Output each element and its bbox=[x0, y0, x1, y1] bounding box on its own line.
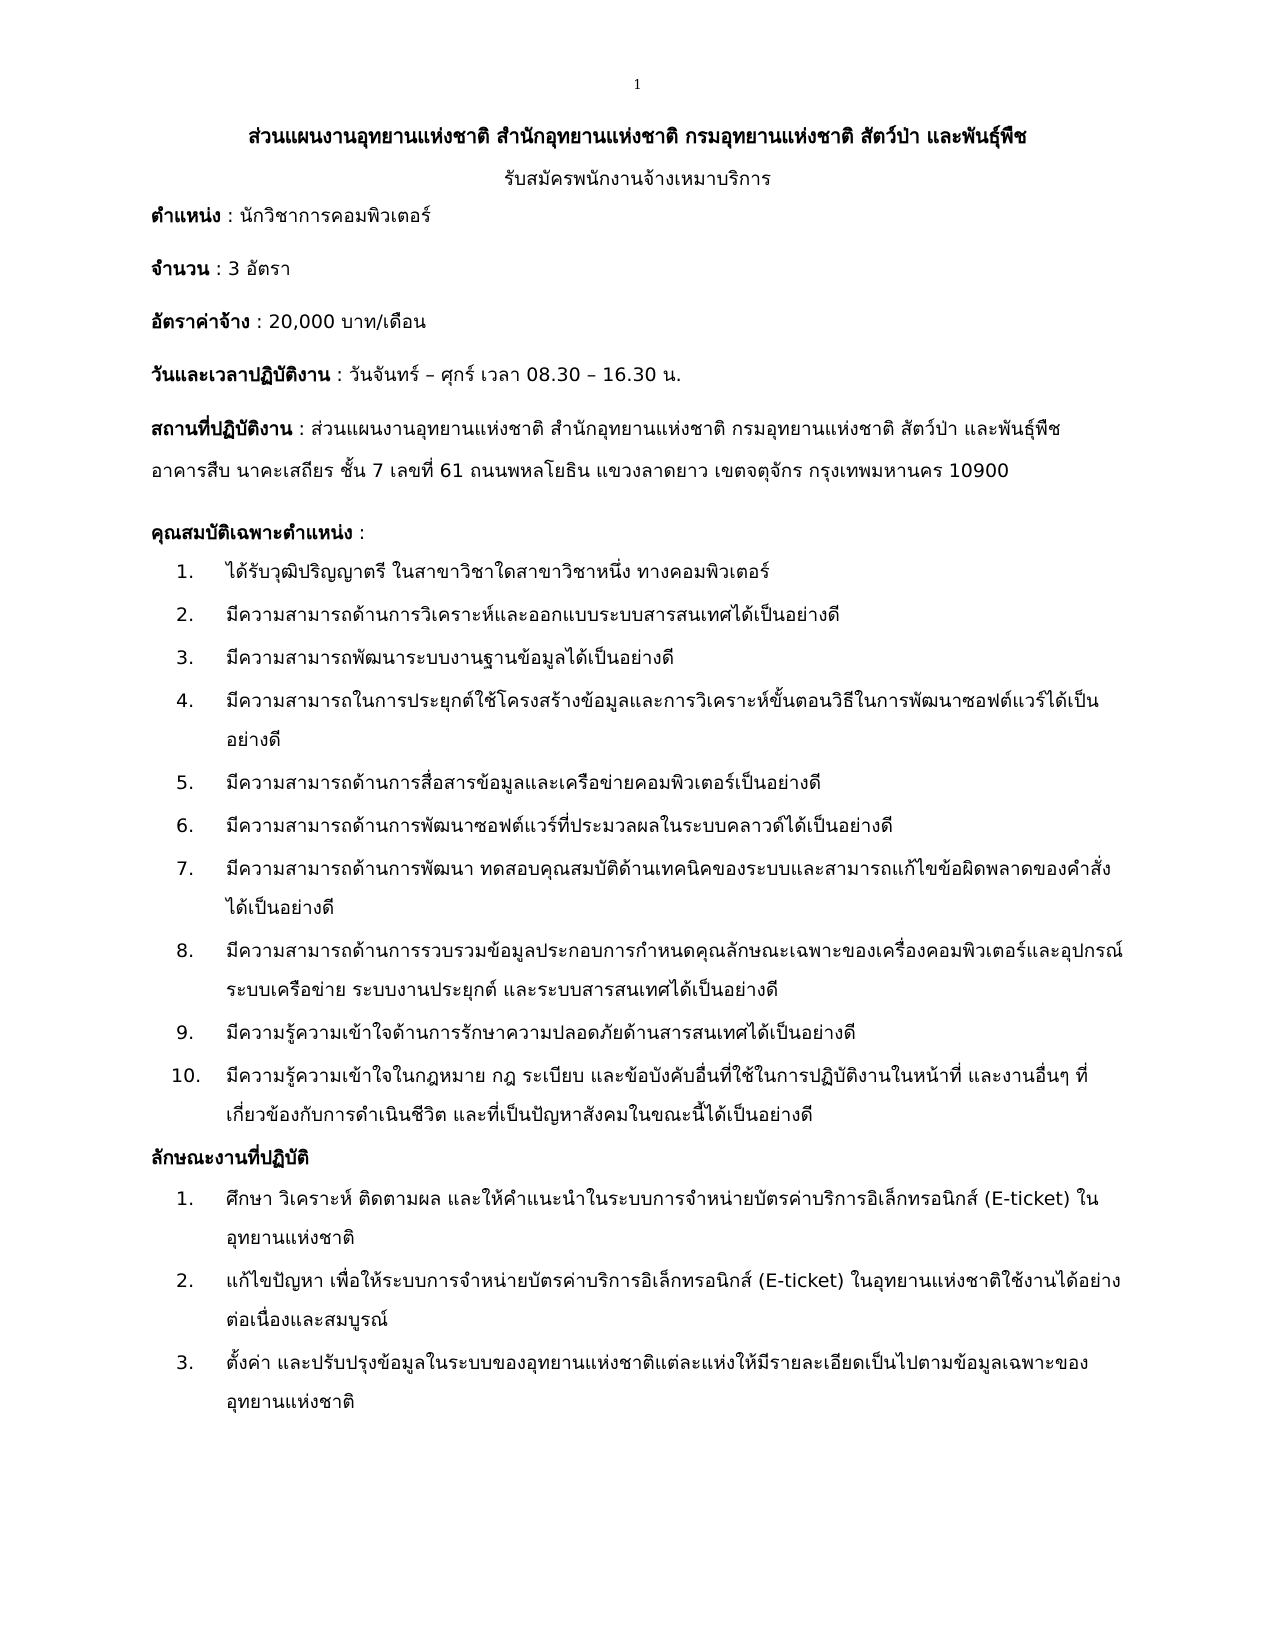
list-item bbox=[151, 596, 1131, 635]
field-label: อัตราค่าจ้าง bbox=[151, 311, 251, 333]
section-title-suffix: : bbox=[352, 522, 366, 544]
list-item-number: 10. bbox=[171, 1065, 202, 1087]
list-item-text: มีความสามารถด้านการพัฒนาซอฟต์แวร์ที่ประมวลผลในระบบคลาวด์ได้เป็นอย่างดี bbox=[226, 815, 893, 837]
list-item bbox=[151, 1057, 1131, 1135]
list-item-text: มีความสามารถด้านการวิเคราะห์และออกแบบระบบสารสนเทศได้เป็นอย่างดี bbox=[226, 604, 840, 626]
list-item bbox=[151, 932, 1131, 1010]
list-item bbox=[151, 1262, 1131, 1340]
list-item-number: 9. bbox=[176, 1022, 195, 1044]
page-number: 1 bbox=[633, 78, 642, 93]
page-subtitle: รับสมัครพนักงานจ้างเหมาบริการ bbox=[503, 168, 772, 190]
field-work-time bbox=[151, 356, 1131, 395]
list-item-number: 2. bbox=[176, 1270, 195, 1292]
list-item-text: มีความรู้ความเข้าใจด้านการรักษาความปลอดภัยด้านสารสนเทศได้เป็นอย่างดี bbox=[226, 1022, 856, 1044]
list-item-text: มีความสามารถพัฒนาระบบงานฐานข้อมูลได้เป็นอย่างดี bbox=[226, 647, 675, 669]
list-item-text: ตั้งค่า และปรับปรุงข้อมูลในระบบของอุทยานแห่งชาติแต่ละแห่งให้มีรายละเอียดเป็นไปตามข้อมูลเฉพาะของอุทยานแห่งชาติ bbox=[226, 1352, 1089, 1413]
field-amount bbox=[151, 250, 1131, 289]
field-value: : นักวิชาการคอมพิวเตอร์ bbox=[221, 205, 431, 227]
list-item-number: 1. bbox=[176, 1188, 195, 1210]
field-label: จำนวน bbox=[151, 258, 210, 280]
field-workplace bbox=[151, 410, 1131, 449]
list-item bbox=[151, 1180, 1131, 1258]
list-item-number: 1. bbox=[176, 561, 195, 583]
field-workplace-address: อาคารสืบ นาคะเสถียร ชั้น 7 เลขที่ 61 ถนนพหลโยธิน แขวงลาดยาว เขตจตุจักร กรุงเทพมหานคร 10900 bbox=[151, 460, 1010, 482]
list-item-text: ศึกษา วิเคราะห์ ติดตามผล และให้คำแนะนำในระบบการจำหน่ายบัตรค่าบริการอิเล็กทรอนิกส์ (E-ticket) ในอุทยานแห่งชาติ bbox=[226, 1188, 1099, 1249]
list-item-number: 3. bbox=[176, 1352, 195, 1374]
list-item-number: 3. bbox=[176, 647, 195, 669]
list-item-text: มีความรู้ความเข้าใจในกฎหมาย กฎ ระเบียบ และข้อบังคับอื่นที่ใช้ในการปฏิบัติงานในหน้าที่ และงานอื่นๆ ที่เกี่ยวข้องกับการดำเนินชีวิต และที่เป็นปัญหาสังคมในขณะนี้ได้เป็นอย่างดี bbox=[226, 1065, 1089, 1126]
field-label: ตำแหน่ง bbox=[151, 205, 222, 227]
qualifications-list bbox=[151, 553, 1131, 1139]
list-item-text: มีความสามารถด้านการรวบรวมข้อมูลประกอบการกำหนดคุณลักษณะเฉพาะของเครื่องคอมพิวเตอร์และอุปกรณ์ ระบบเครือข่าย ระบบงานประยุกต์ และระบบสารสนเทศได้เป็นอย่างดี bbox=[226, 940, 1124, 1001]
list-item-text: มีความสามารถในการประยุกต์ใช้โครงสร้างข้อมูลและการวิเคราะห์ขั้นตอนวิธีในการพัฒนาซอฟต์แวร์ได้เป็นอย่างดี bbox=[226, 690, 1099, 751]
list-item bbox=[151, 553, 1131, 592]
list-item-text: มีความสามารถด้านการสื่อสารข้อมูลและเครือข่ายคอมพิวเตอร์เป็นอย่างดี bbox=[226, 772, 822, 794]
page-title: ส่วนแผนงานอุทยานแห่งชาติ สำนักอุทยานแห่งชาติ กรมอุทยานแห่งชาติ สัตว์ป่า และพันธุ์พืช bbox=[248, 124, 1027, 148]
field-position bbox=[151, 197, 1131, 236]
list-item-number: 5. bbox=[176, 772, 195, 794]
field-value: : วันจันทร์ – ศุกร์ เวลา 08.30 – 16.30 น. bbox=[330, 364, 682, 386]
list-item-text: มีความสามารถด้านการพัฒนา ทดสอบคุณสมบัติด้านเทคนิคของระบบและสามารถแก้ไขข้อผิดพลาดของคำสั่งได้เป็นอย่างดี bbox=[226, 858, 1111, 919]
list-item bbox=[151, 639, 1131, 678]
field-label: สถานที่ปฏิบัติงาน bbox=[151, 418, 293, 440]
field-salary bbox=[151, 303, 1131, 342]
list-item-number: 8. bbox=[176, 940, 195, 962]
qualifications-title bbox=[151, 518, 365, 548]
list-item-number: 6. bbox=[176, 815, 195, 837]
list-item-text: แก้ไขปัญหา เพื่อให้ระบบการจำหน่ายบัตรค่าบริการอิเล็กทรอนิกส์ (E-ticket) ในอุทยานแห่งชาติใช้งานได้อย่างต่อเนื่องและสมบูรณ์ bbox=[226, 1270, 1121, 1331]
field-label: วันและเวลาปฏิบัติงาน bbox=[151, 364, 331, 386]
section-title-text: คุณสมบัติเฉพาะตำแหน่ง bbox=[151, 522, 353, 544]
list-item bbox=[151, 850, 1131, 928]
list-item-text: ได้รับวุฒิปริญญาตรี ในสาขาวิชาใดสาขาวิชาหนึ่ง ทางคอมพิวเตอร์ bbox=[226, 561, 770, 583]
list-item bbox=[151, 764, 1131, 803]
duties-list bbox=[151, 1180, 1131, 1426]
list-item bbox=[151, 682, 1131, 760]
list-item-number: 7. bbox=[176, 858, 195, 880]
list-item bbox=[151, 1344, 1131, 1422]
field-value: : 3 อัตรา bbox=[209, 258, 291, 280]
list-item bbox=[151, 1014, 1131, 1053]
field-value: : ส่วนแผนงานอุทยานแห่งชาติ สำนักอุทยานแห่งชาติ กรมอุทยานแห่งชาติ สัตว์ป่า และพันธุ์พืช bbox=[292, 418, 1061, 440]
field-value: : 20,000 บาท/เดือน bbox=[250, 311, 426, 333]
list-item-number: 4. bbox=[176, 690, 195, 712]
list-item-number: 2. bbox=[176, 604, 195, 626]
list-item bbox=[151, 807, 1131, 846]
duties-title: ลักษณะงานที่ปฏิบัติ bbox=[151, 1147, 310, 1169]
